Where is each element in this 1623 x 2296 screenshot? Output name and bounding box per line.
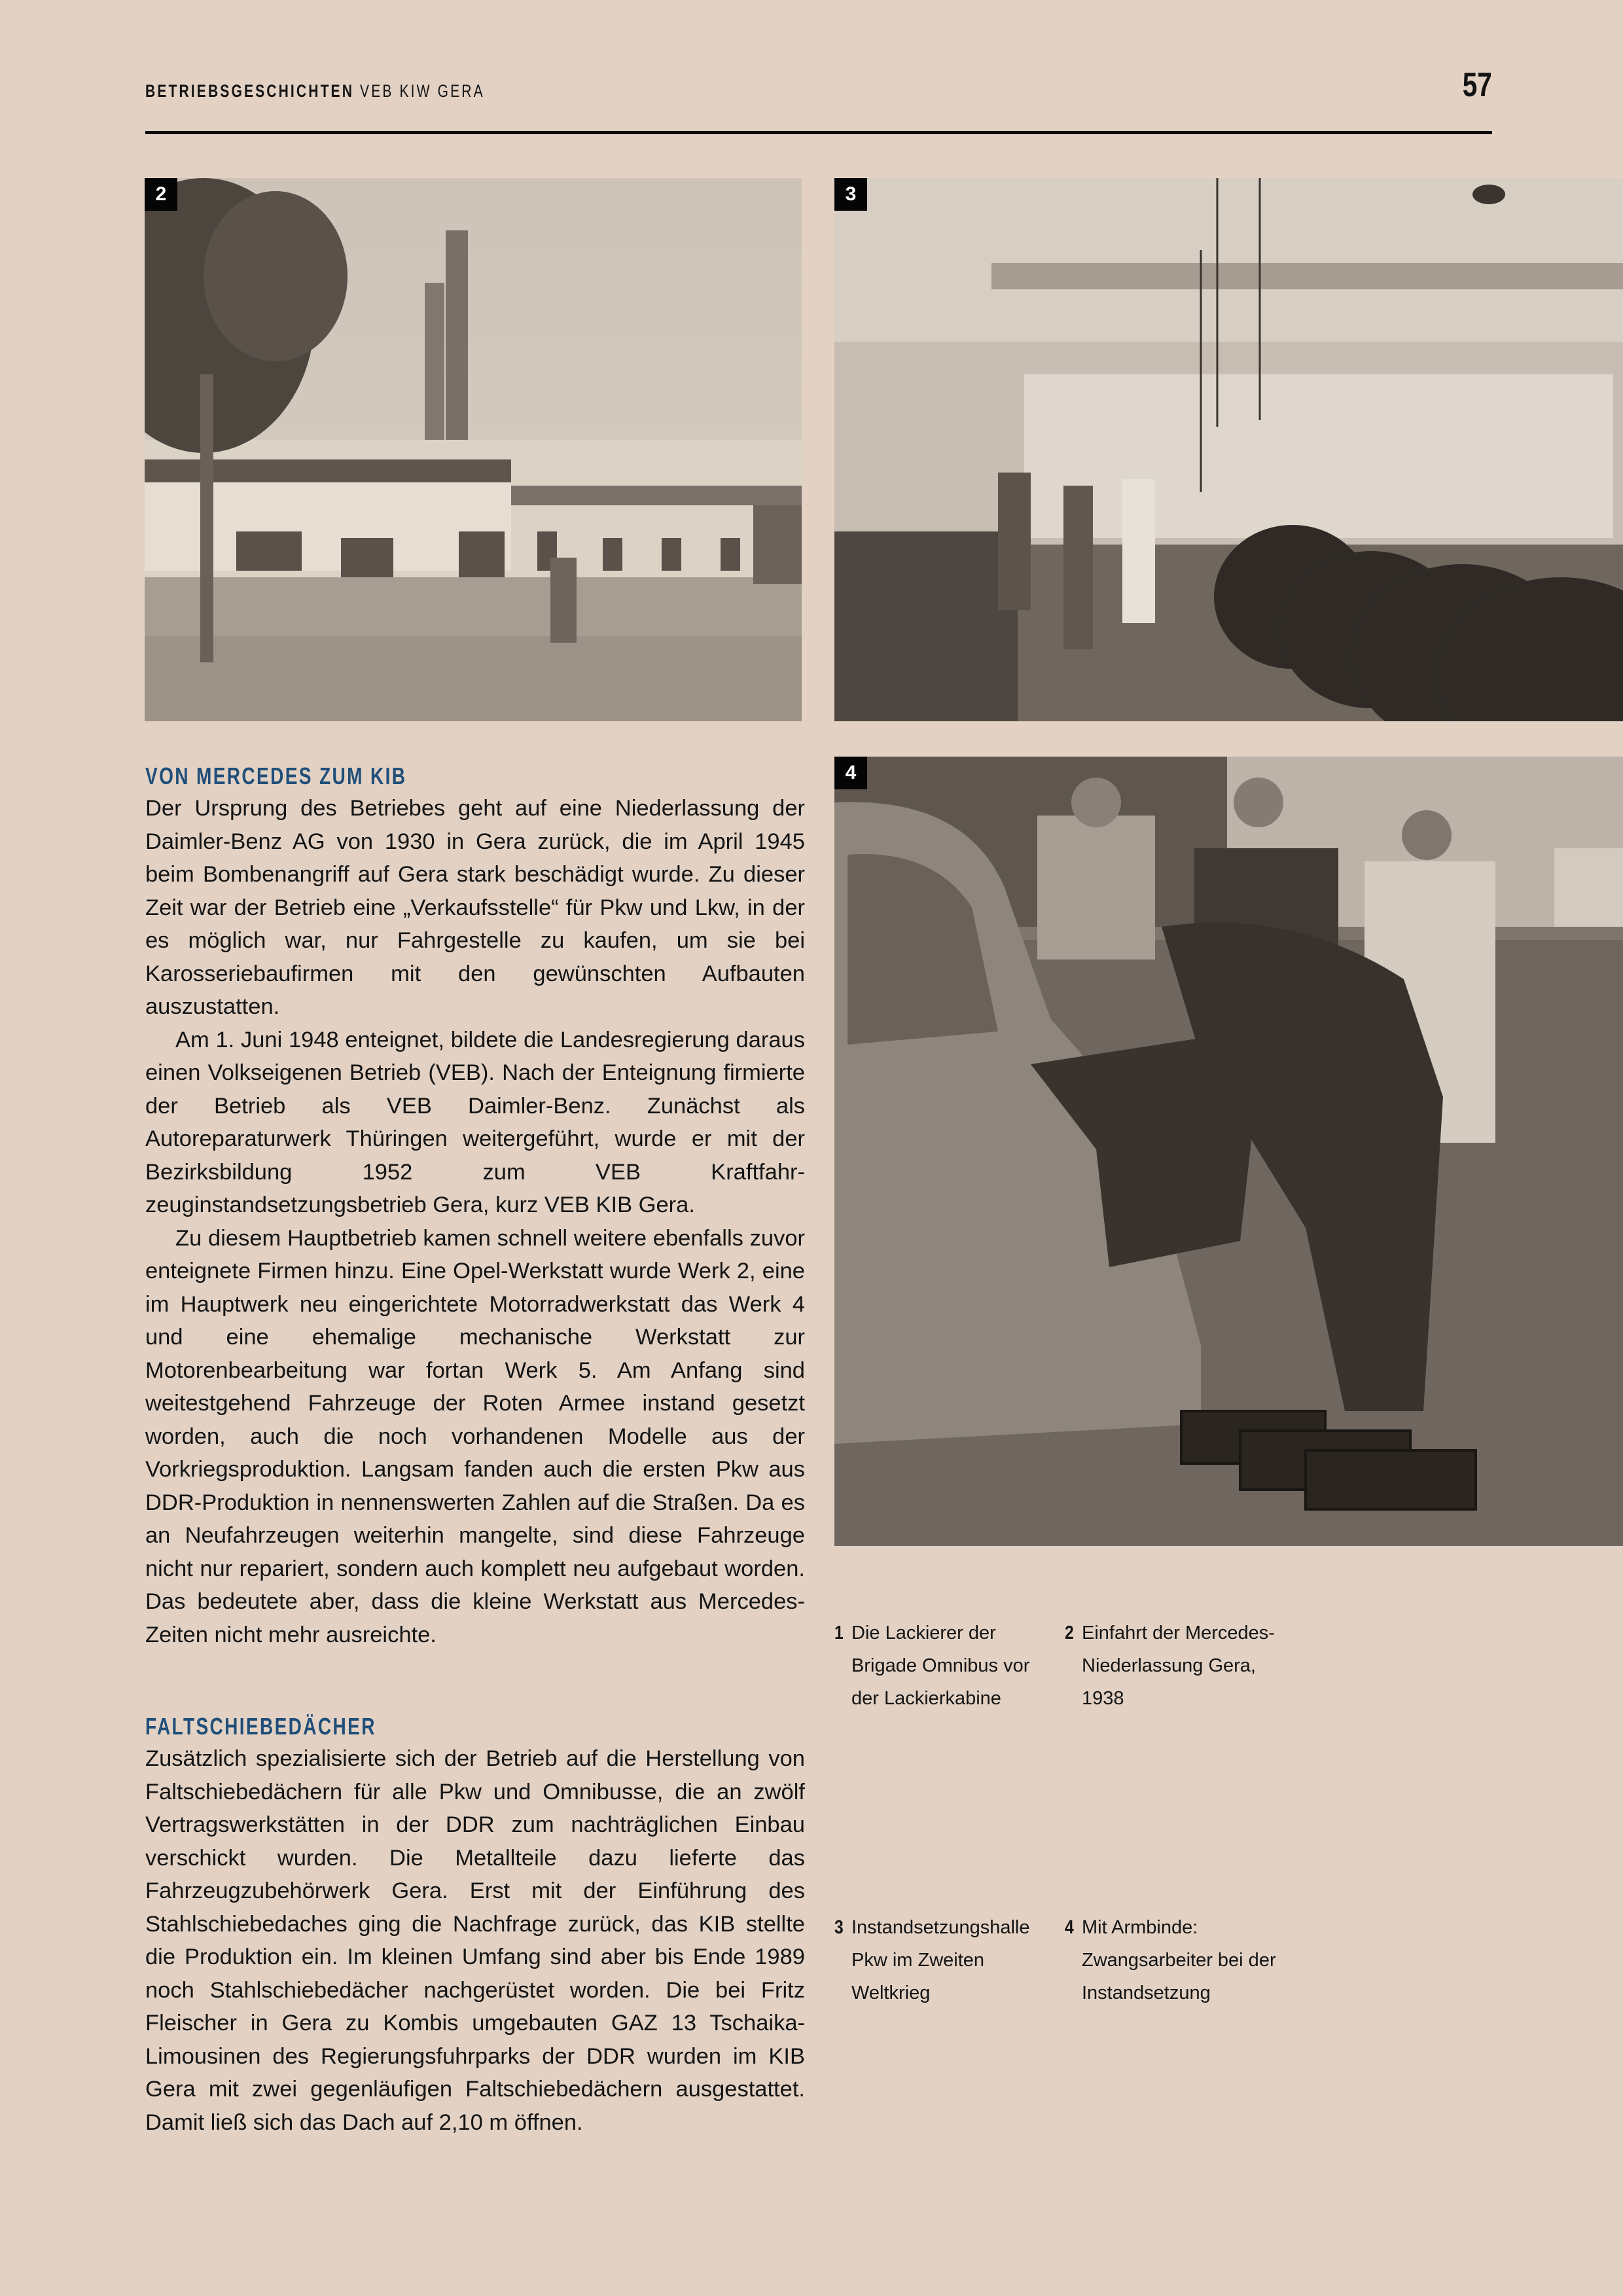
photo-mercedes-branch-image bbox=[145, 178, 802, 721]
photo-forced-labor-repair bbox=[834, 757, 1623, 1546]
body-paragraph: Der Ursprung des Betriebes geht auf eine Niederlassung der Daimler-Benz AG von 1930 in Gera zurück, die im April 1945 beim Bombenangriff auf Gera stark beschädigt wurde. Zu dieser Zeit war der Betrieb eine „Verkaufsstelle“ für Pkw und Lkw, in der es möglich war, nur Fahrgestelle zu kaufen, um sie bei Karosseriebaufirmen mit den gewünschten Aufbauten auszustatten. bbox=[145, 796, 805, 1019]
caption-number: 1 bbox=[834, 1623, 844, 1643]
caption-text: Die Lackierer der Brigade Omnibus vor der Lackierkabine bbox=[851, 1623, 1030, 1709]
photo-caption bbox=[834, 1617, 1050, 1715]
photo-number-badge: 2 bbox=[145, 178, 177, 211]
article-section-mercedes-to-kib bbox=[145, 761, 805, 1651]
running-header-section: BETRIEBSGESCHICHTEN bbox=[145, 81, 355, 101]
running-header-subsection: VEB KIW GERA bbox=[360, 81, 485, 101]
body-paragraph: Zu diesem Hauptbetrieb kamen schnell weitere ebenfalls zuvor enteignete Firmen hinzu. Eine Opel-Werkstatt wurde Werk 2, eine im Hauptwerk neu eingerichtete Motorradwerkstatt das Werk 4 und eine ehemalige mechanische Werkstatt zur Motorenbearbeitung war fortan Werk 5. Am Anfang sind weitestgehend Fahrzeuge der Roten Armee instand gesetzt worden, auch die noch vorhandenen Modelle aus der Vorkriegsproduktion. Langsam fanden auch die ersten Pkw aus DDR-Produktion in nennenswerten Zahlen auf die Straßen. Da es an Neufahrzeugen weiterhin mangelte, sind diese Fahrzeuge nicht nur repariert, sondern auch komplett neu aufgebaut worden. Das bedeutete aber, dass die kleine Werkstatt aus Mercedes-Zeiten nicht mehr ausreichte. bbox=[145, 1225, 805, 1647]
photo-caption bbox=[834, 1911, 1050, 2009]
photo-number-badge: 4 bbox=[834, 757, 867, 789]
photo-caption bbox=[1065, 1617, 1281, 1715]
section-heading: FALTSCHIEBEDÄCHER bbox=[145, 1713, 376, 1740]
section-body bbox=[145, 792, 805, 1651]
photo-repair-hall-image bbox=[834, 178, 1623, 721]
photo-repair-hall bbox=[834, 178, 1623, 721]
caption-text: Einfahrt der Mercedes-Niederlassung Gera, 1938 bbox=[1082, 1623, 1275, 1709]
caption-number: 2 bbox=[1065, 1623, 1074, 1643]
photo-caption bbox=[1065, 1911, 1281, 2009]
photo-forced-labor-repair-image bbox=[834, 757, 1623, 1546]
section-body bbox=[145, 1742, 805, 2139]
caption-text: Mit Armbinde: Zwangsarbeiter bei der Instandsetzung bbox=[1082, 1917, 1276, 2003]
section-heading: VON MERCEDES ZUM KIB bbox=[145, 762, 407, 789]
header-divider bbox=[145, 131, 1492, 134]
body-paragraph: Am 1. Juni 1948 enteignet, bildete die Landesregierung daraus einen Volkseigenen Betrieb (VEB). Nach der Enteignung firmierte der Betrieb als VEB Daimler-Benz. Zunächst als Autoreparaturwerk Thüringen weitergeführt, wurde er mit der Bezirksbildung 1952 zum VEB Kraftfahrzeuginstandsetzungsbetrieb Gera, kurz VEB KIB Gera. bbox=[145, 1027, 805, 1217]
page-number: 57 bbox=[1462, 66, 1492, 104]
caption-number: 3 bbox=[834, 1917, 844, 1938]
photo-mercedes-branch bbox=[145, 178, 802, 721]
article-section-folding-sunroofs bbox=[145, 1711, 805, 2139]
photo-number-badge: 3 bbox=[834, 178, 867, 211]
body-paragraph: Zusätzlich spezialisierte sich der Betrieb auf die Herstellung von Faltschiebedächern für alle Pkw und Omnibusse, die an zwölf Vertragswerkstätten in der DDR zum nachträglichen Einbau verschickt wurden. Die Metallteile dazu lieferte das Fahrzeugzubehörwerk Gera. Erst mit der Einführung des Stahlschiebedaches ging die Nachfrage zurück, das KIB stellte die Produktion ein. Im kleinen Umfang sind aber bis Ende 1989 noch Stahlschiebedächer nachgerüstet worden. Die bei Fritz Fleischer in Gera zu Kombis umgebauten GAZ 13 Tschaika-Limousinen des Regierungsfuhrparks der DDR wurden im KIB Gera mit zwei gegenläufigen Faltschiebedächern ausgestattet. Damit ließ sich das Dach auf 2,10 m öffnen. bbox=[145, 1746, 805, 2135]
running-header bbox=[145, 80, 485, 102]
caption-number: 4 bbox=[1065, 1917, 1074, 1938]
caption-text: Instandsetzungshalle Pkw im Zweiten Weltkrieg bbox=[851, 1917, 1030, 2003]
